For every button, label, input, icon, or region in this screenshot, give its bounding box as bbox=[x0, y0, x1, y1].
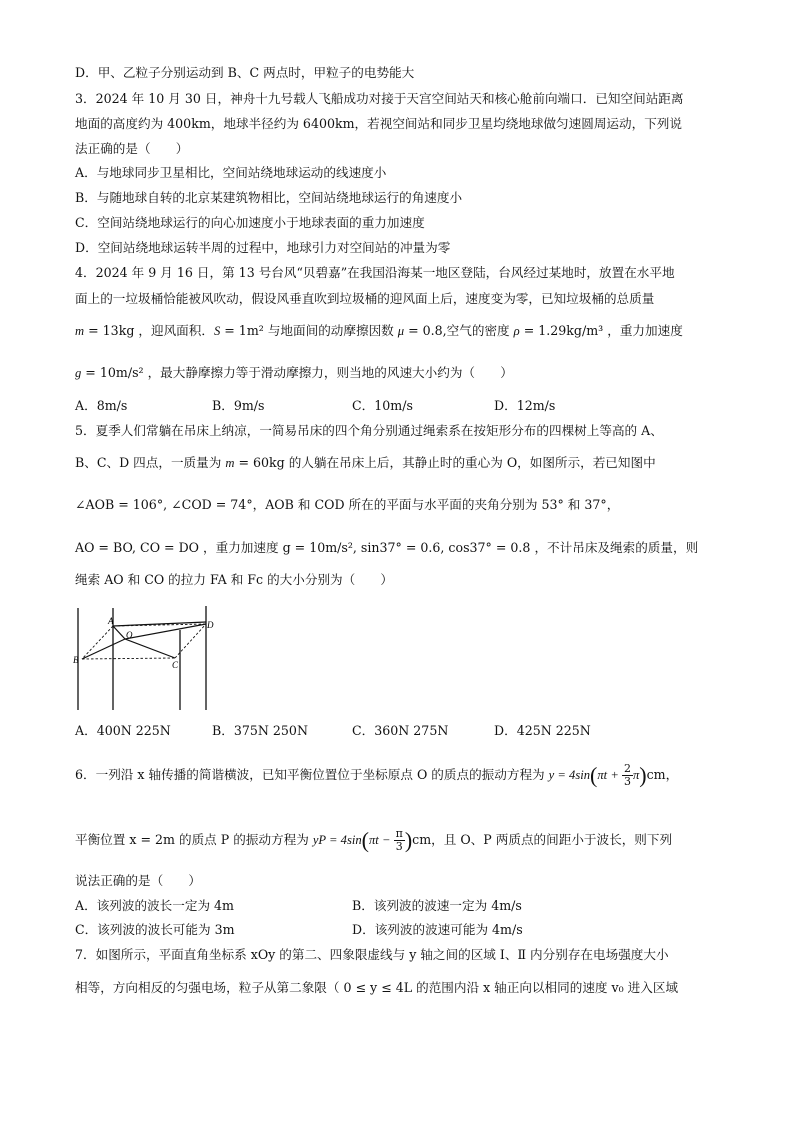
q4-choice-b: B．9m/s bbox=[212, 398, 265, 413]
q7-line1: 7．如图所示，平面直角坐标系 xOy 的第二、四象限虚线与 y 轴之间的区域 Ⅰ、Ⅱ 内分别存在电场强度大小 bbox=[75, 947, 669, 962]
option-d-q2: D．甲、乙粒子分别运动到 B、C 两点时，甲粒子的电势能大 bbox=[75, 65, 415, 80]
q7-line2: 相等，方向相反的匀强电场，粒子从第二象限（ 0 ≤ y ≤ 4L 的范围内沿 x 轴正向以相同的速度 v₀ 进入区域 bbox=[75, 980, 679, 995]
frac-num: 2 bbox=[623, 762, 631, 775]
q4-line4 bbox=[75, 364, 513, 382]
label-d: D bbox=[207, 620, 214, 630]
q6-pi: π bbox=[632, 768, 640, 782]
q4-rho: = 1.29kg/m³ ，重力加速度 bbox=[519, 323, 683, 338]
q6-text-b: 平衡位置 x = 2m 的质点 P 的振动方程为 bbox=[75, 832, 313, 847]
label-o: O bbox=[126, 630, 133, 640]
q4-choices bbox=[75, 397, 675, 415]
fraction-two-thirds bbox=[622, 763, 633, 788]
label-c: C bbox=[172, 660, 179, 670]
q5-line5: 绳索 AO 和 CO 的拉力 FA 和 Fc 的大小分别为（ ） bbox=[75, 572, 394, 587]
q4-g: = 10m/s² ，最大静摩擦力等于滑动摩擦力，则当地的风速大小约为（ ） bbox=[81, 365, 513, 380]
paren-open-2: ( bbox=[361, 827, 369, 853]
q6-unit-a: cm， bbox=[646, 767, 679, 782]
paren-close-2: ) bbox=[404, 827, 413, 853]
var-mu: μ bbox=[397, 324, 405, 338]
var-rho: ρ bbox=[513, 324, 520, 338]
q6-choices-row2 bbox=[75, 921, 675, 939]
q5-text-a: B、C、D 四点，一质量为 bbox=[75, 455, 226, 470]
q4-choice-c: C．10m/s bbox=[352, 398, 413, 413]
q6-choices-row1 bbox=[75, 897, 675, 915]
q6-eq-o: y = 4sin bbox=[548, 768, 591, 782]
q4-mu: = 0.8,空气的密度 bbox=[404, 323, 514, 338]
frac-den: 3 bbox=[623, 775, 631, 788]
frac-den-2: 3 bbox=[395, 840, 403, 853]
q6-choice-a: A．该列波的波长一定为 4m bbox=[75, 898, 234, 913]
q4-choice-a: A．8m/s bbox=[75, 398, 128, 413]
q3-line3: 法正确的是（ ） bbox=[75, 141, 189, 156]
paren-close: ) bbox=[639, 762, 647, 788]
q5-text-b: = 60kg 的人躺在吊床上后，其静止时的重心为 O，如图所示，若已知图中 bbox=[234, 455, 656, 470]
hammock-figure bbox=[70, 598, 220, 716]
q5-choice-a: A．400N 225N bbox=[75, 723, 171, 738]
frac-num-2: π bbox=[395, 827, 403, 840]
q4-line2: 面上的一垃圾桶恰能被风吹动，假设风垂直吹到垃圾桶的迎风面上后，速度变为零，已知垃圾桶的总质量 bbox=[75, 291, 655, 306]
label-b: B bbox=[73, 655, 79, 665]
q6-phase-a: πt + bbox=[597, 768, 622, 782]
q5-line1: 5．夏季人们常躺在吊床上纳凉，一简易吊床的四个角分别通过绳索系在按矩形分布的四棵树上等高的 A、 bbox=[75, 423, 663, 438]
q6-text-a: 6．一列沿 x 轴传播的简谐横波，已知平衡位置位于坐标原点 O 的质点的振动方程为 bbox=[75, 767, 549, 782]
var-m: m bbox=[75, 324, 85, 338]
q5-line3: ∠AOB = 106°, ∠COD = 74°，AOB 和 COD 所在的平面与水平面的夹角分别为 53° 和 37°， bbox=[75, 497, 620, 512]
q4-mass: = 13kg ，迎风面积． bbox=[84, 323, 214, 338]
q6-choice-b: B．该列波的波速一定为 4m/s bbox=[352, 898, 522, 913]
q6-choice-d: D．该列波的波速可能为 4m/s bbox=[352, 922, 523, 937]
q3-line2: 地面的高度约为 400km，地球半径约为 6400km，若视空间站和同步卫星均绕地球做匀速圆周运动，下列说 bbox=[75, 116, 682, 131]
q6-eq-p: yP = 4sin bbox=[312, 833, 362, 847]
label-a: A bbox=[108, 616, 114, 626]
q6-line2 bbox=[75, 828, 672, 853]
paren-open: ( bbox=[590, 762, 598, 788]
q6-text-c: cm，且 O、P 两质点的间距小于波长，则下列 bbox=[412, 832, 673, 847]
q3-option-c: C．空间站绕地球运行的向心加速度小于地球表面的重力加速度 bbox=[75, 215, 425, 230]
q4-choice-d: D．12m/s bbox=[494, 398, 556, 413]
q5-choice-c: C．360N 275N bbox=[352, 723, 449, 738]
q4-line1: 4．2024 年 9 月 16 日，第 13 号台风“贝碧嘉”在我国沿海某一地区登陆，台风经过某地时，放置在水平地 bbox=[75, 265, 675, 280]
q5-line4: AO = BO, CO = DO ，重力加速度 g = 10m/s², sin37° = 0.6, cos37° = 0.8 ，不计吊床及绳索的质量，则 bbox=[75, 540, 699, 555]
q6-line1 bbox=[75, 763, 678, 788]
q6-line3: 说法正确的是（ ） bbox=[75, 873, 201, 888]
q5-line2 bbox=[75, 454, 656, 472]
var-s: S bbox=[213, 324, 221, 338]
q5-choices bbox=[75, 722, 675, 740]
q3-line1: 3．2024 年 10 月 30 日，神舟十九号载人飞船成功对接于天宫空间站天和核心舱前向端口．已知空间站距离 bbox=[75, 91, 684, 106]
fraction-pi-thirds bbox=[394, 828, 405, 853]
var-m2: m bbox=[225, 456, 235, 470]
q5-choice-b: B．375N 250N bbox=[212, 723, 308, 738]
q3-option-d: D．空间站绕地球运转半周的过程中，地球引力对空间站的冲量为零 bbox=[75, 240, 451, 255]
q6-choice-c: C．该列波的波长可能为 3m bbox=[75, 922, 235, 937]
q5-choice-d: D．425N 225N bbox=[494, 723, 591, 738]
q4-line3 bbox=[75, 322, 683, 340]
var-g: g bbox=[75, 366, 82, 380]
q3-option-b: B．与随地球自转的北京某建筑物相比，空间站绕地球运行的角速度小 bbox=[75, 190, 463, 205]
q6-phase-b: πt − bbox=[369, 833, 394, 847]
q4-area: = 1m² 与地面间的动摩擦因数 bbox=[220, 323, 398, 338]
q3-option-a: A．与地球同步卫星相比，空间站绕地球运动的线速度小 bbox=[75, 165, 387, 180]
